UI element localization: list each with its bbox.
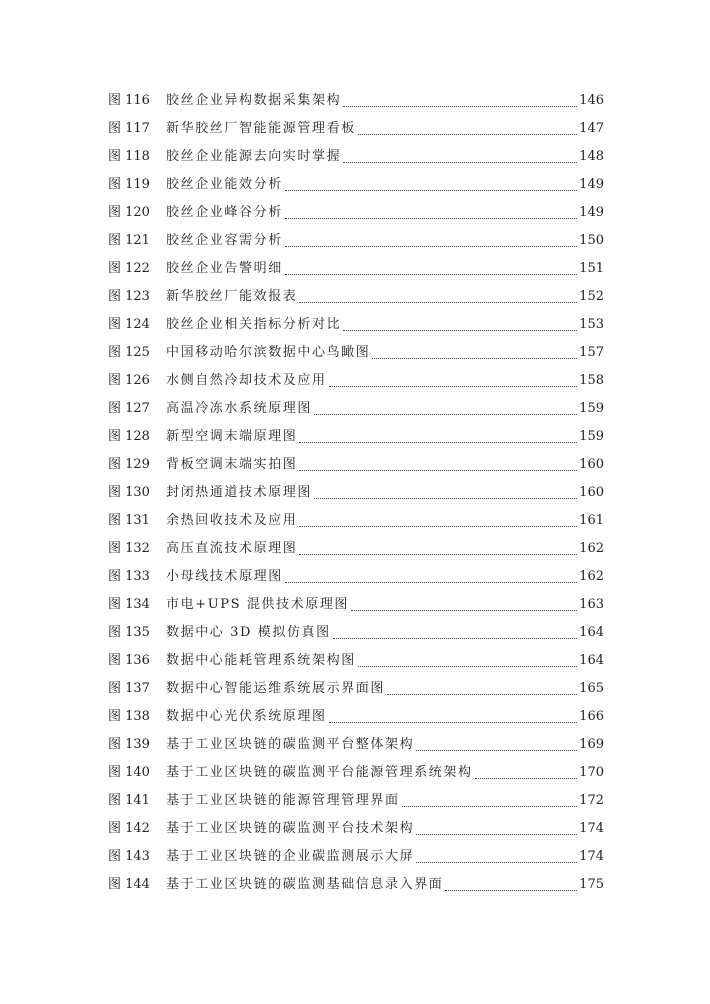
- toc-entry[interactable]: [108, 843, 604, 871]
- figure-number: 图 123: [108, 289, 150, 304]
- dot-leader: [314, 413, 577, 415]
- figure-number: 图 134: [108, 597, 150, 612]
- figure-number: 图 135: [108, 625, 150, 640]
- figure-title: 胶丝企业相关指标分析对比: [166, 317, 342, 332]
- figure-number: 图 121: [108, 233, 150, 248]
- toc-entry[interactable]: [108, 871, 604, 899]
- dot-leader: [416, 833, 577, 835]
- figure-title: 新华胶丝厂智能能源管理看板: [166, 121, 356, 136]
- dot-leader: [299, 469, 577, 471]
- toc-entry[interactable]: [108, 731, 604, 759]
- dot-leader: [285, 217, 577, 219]
- page-number: 147: [579, 121, 604, 136]
- figure-title: 胶丝企业能源去向实时掌握: [166, 149, 342, 164]
- dot-leader: [299, 525, 577, 527]
- page-number: 160: [579, 485, 604, 500]
- figure-number: 图 136: [108, 653, 150, 668]
- dot-leader: [402, 805, 578, 807]
- figure-title: 封闭热通道技术原理图: [166, 485, 313, 500]
- toc-entry[interactable]: [108, 787, 604, 815]
- toc-entry[interactable]: [108, 535, 604, 563]
- figure-title: 水侧自然冷却技术及应用: [166, 373, 327, 388]
- dot-leader: [285, 273, 577, 275]
- dot-leader: [416, 749, 577, 751]
- figure-number: 图 144: [108, 877, 150, 892]
- dot-leader: [416, 861, 577, 863]
- dot-leader: [314, 497, 577, 499]
- figure-title: 胶丝企业告警明细: [166, 261, 283, 276]
- page-number: 164: [579, 625, 604, 640]
- toc-entry[interactable]: [108, 339, 604, 367]
- toc-entry[interactable]: [108, 283, 604, 311]
- dot-leader: [299, 441, 577, 443]
- dot-leader: [329, 721, 578, 723]
- toc-entry[interactable]: [108, 199, 604, 227]
- figure-number: 图 131: [108, 513, 150, 528]
- dot-leader: [351, 609, 577, 611]
- figure-number: 图 127: [108, 401, 150, 416]
- figure-title: 市电+UPS 混供技术原理图: [166, 597, 350, 612]
- page-number: 158: [579, 373, 604, 388]
- toc-entry[interactable]: [108, 255, 604, 283]
- figure-number: 图 141: [108, 793, 150, 808]
- figure-title: 基于工业区块链的碳监测平台技术架构: [166, 821, 415, 836]
- page-number: 175: [579, 877, 604, 892]
- toc-entry[interactable]: [108, 115, 604, 143]
- figure-title: 小母线技术原理图: [166, 569, 283, 584]
- page-number: 159: [579, 401, 604, 416]
- figure-title: 基于工业区块链的碳监测基础信息录入界面: [166, 877, 444, 892]
- toc-entry[interactable]: [108, 171, 604, 199]
- dot-leader: [333, 637, 577, 639]
- figure-number: 图 125: [108, 345, 150, 360]
- page-number: 170: [579, 765, 604, 780]
- figure-number: 图 133: [108, 569, 150, 584]
- page-number: 157: [579, 345, 604, 360]
- figure-number: 图 120: [108, 205, 150, 220]
- dot-leader: [475, 777, 578, 779]
- toc-entry[interactable]: [108, 647, 604, 675]
- figure-number: 图 132: [108, 541, 150, 556]
- page-number: 169: [579, 737, 604, 752]
- figure-number: 图 142: [108, 821, 150, 836]
- figure-title: 高温冷冻水系统原理图: [166, 401, 313, 416]
- dot-leader: [358, 665, 577, 667]
- page-number: 149: [579, 177, 604, 192]
- page-number: 153: [579, 317, 604, 332]
- figure-title: 中国移动哈尔滨数据中心鸟瞰图: [166, 345, 371, 360]
- toc-entry[interactable]: [108, 591, 604, 619]
- dot-leader: [445, 889, 577, 891]
- figure-number: 图 138: [108, 709, 150, 724]
- figure-title: 胶丝企业峰谷分析: [166, 205, 283, 220]
- page-number: 146: [579, 93, 604, 108]
- page-number: 164: [579, 653, 604, 668]
- figure-number: 图 116: [108, 93, 150, 108]
- figure-number: 图 118: [108, 149, 150, 164]
- figure-title: 基于工业区块链的企业碳监测展示大屏: [166, 849, 415, 864]
- page-number: 149: [579, 205, 604, 220]
- page-number: 160: [579, 457, 604, 472]
- figure-title: 新华胶丝厂能效报表: [166, 289, 298, 304]
- page-number: 151: [579, 261, 604, 276]
- page-number: 174: [579, 849, 604, 864]
- figure-title: 高压直流技术原理图: [166, 541, 298, 556]
- page-number: 165: [579, 681, 604, 696]
- dot-leader: [343, 161, 577, 163]
- figure-number: 图 130: [108, 485, 150, 500]
- toc-entry[interactable]: [108, 367, 604, 395]
- figure-title: 数据中心 3D 模拟仿真图: [166, 625, 331, 640]
- figure-number: 图 128: [108, 429, 150, 444]
- toc-entry[interactable]: [108, 423, 604, 451]
- toc-entry[interactable]: [108, 87, 604, 115]
- toc-entry[interactable]: [108, 143, 604, 171]
- page-number: 162: [579, 541, 604, 556]
- toc-entry[interactable]: [108, 703, 604, 731]
- dot-leader: [343, 105, 577, 107]
- figure-title: 余热回收技术及应用: [166, 513, 298, 528]
- figure-number: 图 129: [108, 457, 150, 472]
- dot-leader: [358, 133, 577, 135]
- toc-entry[interactable]: [108, 479, 604, 507]
- page-number: 150: [579, 233, 604, 248]
- dot-leader: [285, 581, 577, 583]
- page-number: 172: [579, 793, 604, 808]
- toc-entry[interactable]: [108, 311, 604, 339]
- figure-number: 图 124: [108, 317, 150, 332]
- toc-entry[interactable]: [108, 395, 604, 423]
- figure-number: 图 140: [108, 765, 150, 780]
- dot-leader: [299, 301, 577, 303]
- figure-title: 胶丝企业能效分析: [166, 177, 283, 192]
- figure-number: 图 126: [108, 373, 150, 388]
- figure-title: 新型空调末端原理图: [166, 429, 298, 444]
- figure-title: 基于工业区块链的碳监测平台能源管理系统架构: [166, 765, 473, 780]
- figure-number: 图 139: [108, 737, 150, 752]
- dot-leader: [285, 245, 577, 247]
- page-number: 166: [579, 709, 604, 724]
- page-number: 148: [579, 149, 604, 164]
- figure-title: 数据中心智能运维系统展示界面图: [166, 681, 386, 696]
- toc-entry[interactable]: [108, 451, 604, 479]
- toc-entry[interactable]: [108, 507, 604, 535]
- dot-leader: [343, 329, 577, 331]
- dot-leader: [387, 693, 577, 695]
- dot-leader: [299, 553, 577, 555]
- figure-list: [108, 87, 604, 899]
- toc-entry[interactable]: [108, 563, 604, 591]
- page-number: 174: [579, 821, 604, 836]
- figure-title: 胶丝企业容需分析: [166, 233, 283, 248]
- figure-number: 图 117: [108, 121, 150, 136]
- page-number: 159: [579, 429, 604, 444]
- figure-title: 基于工业区块链的碳监测平台整体架构: [166, 737, 415, 752]
- figure-number: 图 119: [108, 177, 150, 192]
- figure-title: 数据中心光伏系统原理图: [166, 709, 327, 724]
- figure-number: 图 137: [108, 681, 150, 696]
- page-number: 163: [579, 597, 604, 612]
- figure-title: 数据中心能耗管理系统架构图: [166, 653, 356, 668]
- dot-leader: [372, 357, 577, 359]
- dot-leader: [329, 385, 578, 387]
- figure-number: 图 143: [108, 849, 150, 864]
- dot-leader: [285, 189, 577, 191]
- toc-entry[interactable]: [108, 619, 604, 647]
- figure-title: 背板空调末端实拍图: [166, 457, 298, 472]
- figure-title: 胶丝企业异构数据采集架构: [166, 93, 342, 108]
- figure-title: 基于工业区块链的能源管理管理界面: [166, 793, 400, 808]
- toc-entry[interactable]: [108, 759, 604, 787]
- page-number: 162: [579, 569, 604, 584]
- page-number: 161: [579, 513, 604, 528]
- page-number: 152: [579, 289, 604, 304]
- toc-entry[interactable]: [108, 675, 604, 703]
- toc-entry[interactable]: [108, 815, 604, 843]
- toc-entry[interactable]: [108, 227, 604, 255]
- figure-number: 图 122: [108, 261, 150, 276]
